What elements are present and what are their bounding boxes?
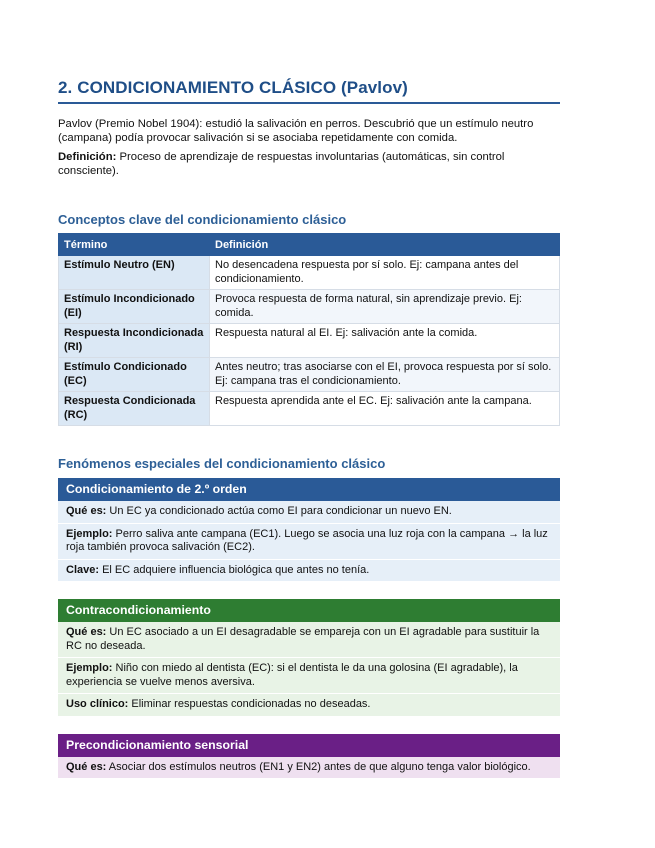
- definition-cell: Respuesta natural al EI. Ej: salivación ante la comida.: [210, 324, 560, 358]
- definition-cell: Respuesta aprendida ante el EC. Ej: salivación ante la campana.: [210, 392, 560, 426]
- table-row: [59, 290, 560, 324]
- row-label: Uso clínico:: [66, 698, 129, 710]
- table-row: [59, 358, 560, 392]
- table-row: [59, 324, 560, 358]
- card-row: [58, 560, 560, 583]
- definition-label: Definición:: [58, 151, 117, 163]
- row-text: El EC adquiere influencia biológica que antes no tenía.: [99, 563, 370, 576]
- header-term: Término: [59, 234, 210, 256]
- row-label: Ejemplo:: [66, 527, 113, 540]
- phenomena-cards: [58, 478, 560, 779]
- definition-cell: Provoca respuesta de forma natural, sin aprendizaje previo. Ej: comida.: [210, 290, 560, 324]
- definition-cell: No desencadena respuesta por sí solo. Ej: campana antes del condicionamiento.: [210, 256, 560, 290]
- term-cell: Estímulo Incondicionado (EI): [59, 290, 210, 324]
- term-cell: Estímulo Neutro (EN): [59, 256, 210, 290]
- table-row: [59, 392, 560, 426]
- card-row: [58, 658, 560, 694]
- card-sensory-preconditioning: [58, 734, 560, 780]
- concepts-table: [58, 233, 560, 426]
- phenomena-title: Fenómenos especiales del condicionamiento clásico: [58, 456, 386, 471]
- card-title: Condicionamiento de 2.º orden: [58, 478, 560, 501]
- card-row: [58, 622, 560, 658]
- card-row: [58, 501, 560, 524]
- header-definition: Definición: [210, 234, 560, 256]
- row-text: Un EC asociado a un EI desagradable se empareja con un EI agradable para sustituir la RC no deseada.: [66, 626, 540, 652]
- row-text: Niño con miedo al dentista (EC): si el dentista le da una golosina (EI agradable), la experiencia se vuelve menos aversiva.: [66, 662, 518, 688]
- term-cell: Respuesta Incondicionada (RI): [59, 324, 210, 358]
- definition-paragraph: [58, 151, 560, 178]
- term-cell: Respuesta Condicionada (RC): [59, 392, 210, 426]
- definition-cell: Antes neutro; tras asociarse con el EI, provoca respuesta por sí solo. Ej: campana tras el condicionamiento.: [210, 358, 560, 392]
- definition-text: Proceso de aprendizaje de respuestas involuntarias (automáticas, sin control consciente).: [58, 151, 505, 177]
- card-row: [58, 757, 560, 780]
- row-text: Asociar dos estímulos neutros (EN1 y EN2) antes de que alguno tenga valor biológico.: [106, 760, 531, 773]
- card-row: [58, 694, 560, 717]
- concepts-title: Conceptos clave del condicionamiento clásico: [58, 212, 347, 227]
- card-title: Contracondicionamiento: [58, 599, 560, 622]
- row-label: Qué es:: [66, 760, 107, 773]
- table-row: [59, 256, 560, 290]
- row-text: Perro saliva ante campana (EC1). Luego se asocia una luz roja con la campana → la luz roja también provoca salivación (EC2).: [66, 527, 548, 553]
- row-label: Ejemplo:: [66, 662, 113, 674]
- card-title: Precondicionamiento sensorial: [58, 734, 560, 757]
- card-counterconditioning: [58, 599, 560, 717]
- section-heading: 2. CONDICIONAMIENTO CLÁSICO (Pavlov): [58, 0, 560, 104]
- row-text: Eliminar respuestas condicionadas no deseadas.: [128, 698, 371, 710]
- card-second-order: [58, 478, 560, 582]
- row-label: Qué es:: [66, 626, 107, 638]
- row-label: Clave:: [66, 563, 100, 576]
- card-row: [58, 524, 560, 560]
- row-label: Qué es:: [66, 505, 107, 517]
- intro-paragraph: Pavlov (Premio Nobel 1904): estudió la salivación en perros. Descubrió que un estímulo neutro (campana) podía provocar salivación si se asociaba repetidamente con comida.: [58, 118, 534, 144]
- term-cell: Estímulo Condicionado (EC): [59, 358, 210, 392]
- row-text: Un EC ya condicionado actúa como EI para condicionar un nuevo EN.: [106, 505, 452, 517]
